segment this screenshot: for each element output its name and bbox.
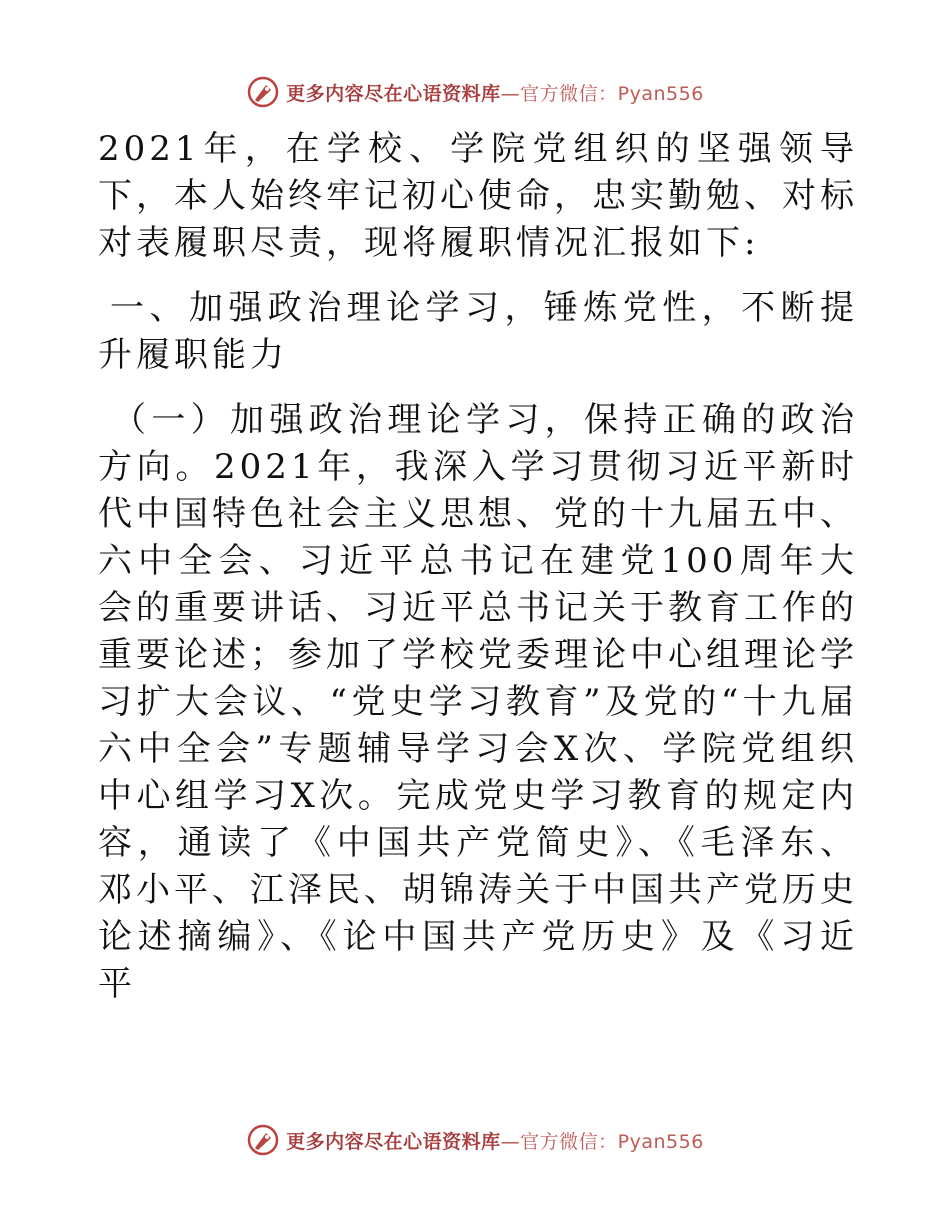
watermark-contact: 官方微信：Pyan556 (520, 82, 704, 105)
paragraph-1-1: （一）加强政治理论学习，保持正确的政治方向。2021年，我深入学习贯彻习近平新时代中国特色社会主义思想、党的十九届五中、六中全会、习近平总书记在建党100周年大会的重要讲话、习近平总书记关于教育工作的重要论述；参加了学校党委理论中心组理论学习扩大会议、“党史学习教育”及党的“十九届六中全会”专题辅导学习会X次、学院党组织中心组学习X次。完成党史学习教育的规定内容，通读了《中国共产党简史》、《毛泽东、邓小平、江泽民、胡锦涛关于中国共产党历史论述摘编》、《论中国共产党历史》及《习近平 (98, 400, 858, 1004)
watermark-text (286, 1127, 704, 1154)
document-body (98, 126, 858, 1008)
pen-nib-logo-icon (246, 75, 280, 109)
pen-nib-logo-icon (246, 1123, 280, 1157)
watermark-label: 更多内容尽在心语资料库 (286, 82, 501, 105)
header-watermark (0, 72, 950, 112)
paragraph-intro: 2021年，在学校、学院党组织的坚强领导下，本人始终牢记初心使命，忠实勤勉、对标对表履职尽责，现将履职情况汇报如下: (98, 129, 858, 263)
footer-watermark (0, 1120, 950, 1160)
watermark-label: 更多内容尽在心语资料库 (286, 1130, 501, 1153)
watermark-dash: — (500, 82, 521, 105)
section-heading-1: 一、加强政治理论学习，锤炼党性，不断提升履职能力 (98, 288, 858, 375)
watermark-text (286, 79, 704, 106)
watermark-contact: 官方微信：Pyan556 (520, 1130, 704, 1153)
watermark-dash: — (500, 1130, 521, 1153)
